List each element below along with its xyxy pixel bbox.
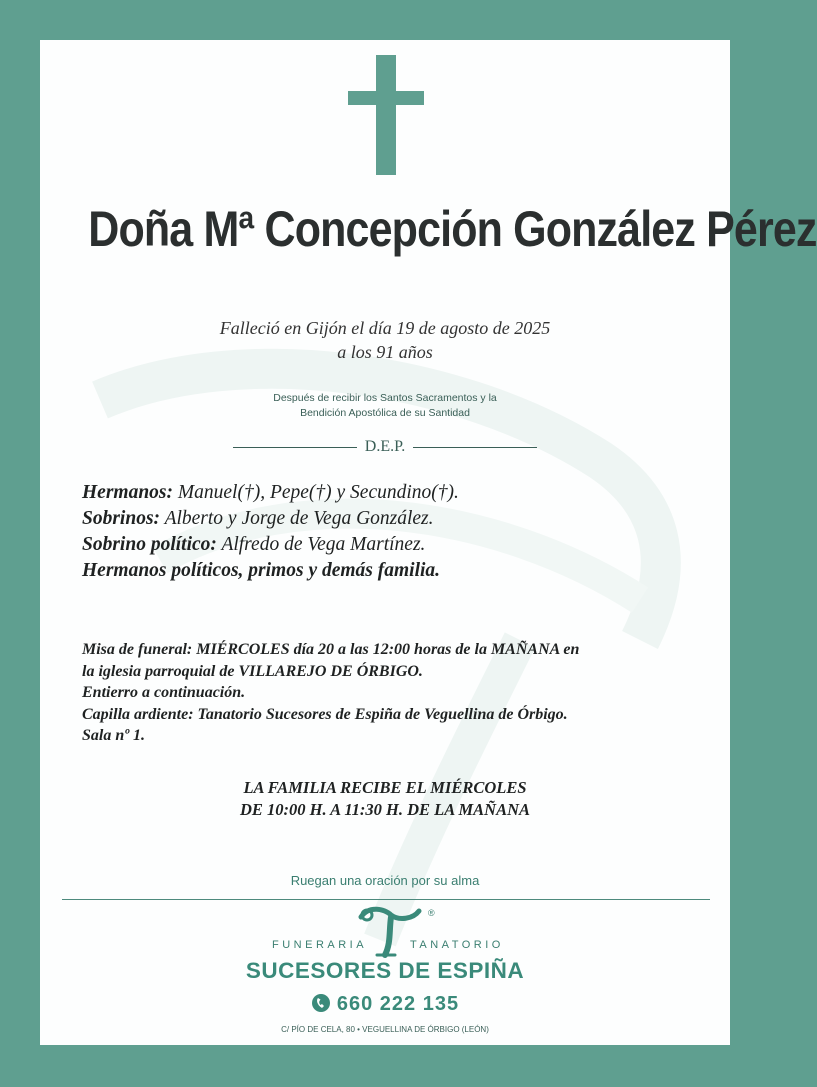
nephews-label: Sobrinos: [82, 508, 161, 529]
divider-line-left [233, 447, 357, 448]
service-line-1: Misa de funeral: MIÉRCOLES día 20 a las 12:00 horas de la MAÑANA en [82, 641, 580, 658]
sacraments-line-1: Después de recibir los Santos Sacramentos y la [273, 392, 497, 404]
family-row-nephew-inlaw [82, 532, 712, 558]
phone-icon [311, 993, 331, 1013]
reception-line-1: LA FAMILIA RECIBE EL MIÉRCOLES [243, 778, 527, 797]
death-statement: Falleció en Gijón el día 19 de agosto de 2025 [219, 318, 551, 338]
dep-label: D.E.P. [364, 438, 406, 455]
funeraria-label: FUNERARIA [272, 939, 368, 951]
phone-row [40, 993, 730, 1016]
brothers-label: Hermanos: [82, 482, 174, 503]
others-family: Hermanos políticos, primos y demás familia. [82, 560, 441, 581]
registered-mark: ® [428, 908, 435, 918]
service-details [82, 639, 722, 747]
cross-icon-bar [348, 91, 424, 105]
funeral-home-address: C/ PÍO DE CELA, 80 • VEGUELLINA DE ÓRBIGO (LEÓN) [281, 1025, 489, 1034]
brothers-names: Manuel(†), Pepe(†) y Secundino(†). [177, 482, 459, 503]
company-name: SUCESORES DE ESPIÑA [245, 958, 525, 983]
reception-line-2: DE 10:00 H. A 11:30 H. DE LA MAÑANA [239, 800, 530, 819]
nephew-inlaw-label: Sobrino político: [82, 534, 217, 555]
obituary-sheet [40, 40, 817, 1045]
prayer-request: Ruegan una oración por su alma [290, 873, 480, 888]
dep-divider [40, 438, 730, 456]
phone-number[interactable]: 660 222 135 [336, 993, 460, 1015]
tanatorio-label: TANATORIO [410, 939, 504, 951]
service-line-5: Sala nº 1. [82, 727, 146, 744]
family-row-brothers [82, 480, 712, 506]
cross-icon [376, 55, 396, 175]
family-row-others [82, 558, 712, 584]
sacraments-line-2: Bendición Apostólica de su Santidad [300, 407, 470, 419]
family-row-nephews [82, 506, 712, 532]
service-line-4: Capilla ardiente: Tanatorio Sucesores de Espiña de Veguellina de Órbigo. [82, 705, 568, 723]
family-list [82, 480, 712, 584]
service-line-2: la iglesia parroquial de VILLAREJO DE ÓRBIGO. [82, 662, 423, 680]
age-statement: a los 91 años [337, 342, 433, 362]
nephews-names: Alberto y Jorge de Vega González. [164, 508, 434, 529]
deceased-name: Doña Mª Concepción González Pérez [88, 201, 817, 257]
reception-notice [40, 777, 730, 821]
divider-line-right [413, 447, 537, 448]
service-line-3: Entierro a continuación. [82, 684, 246, 701]
nephew-inlaw-name: Alfredo de Vega Martínez. [221, 534, 426, 555]
footer-divider [62, 899, 710, 900]
